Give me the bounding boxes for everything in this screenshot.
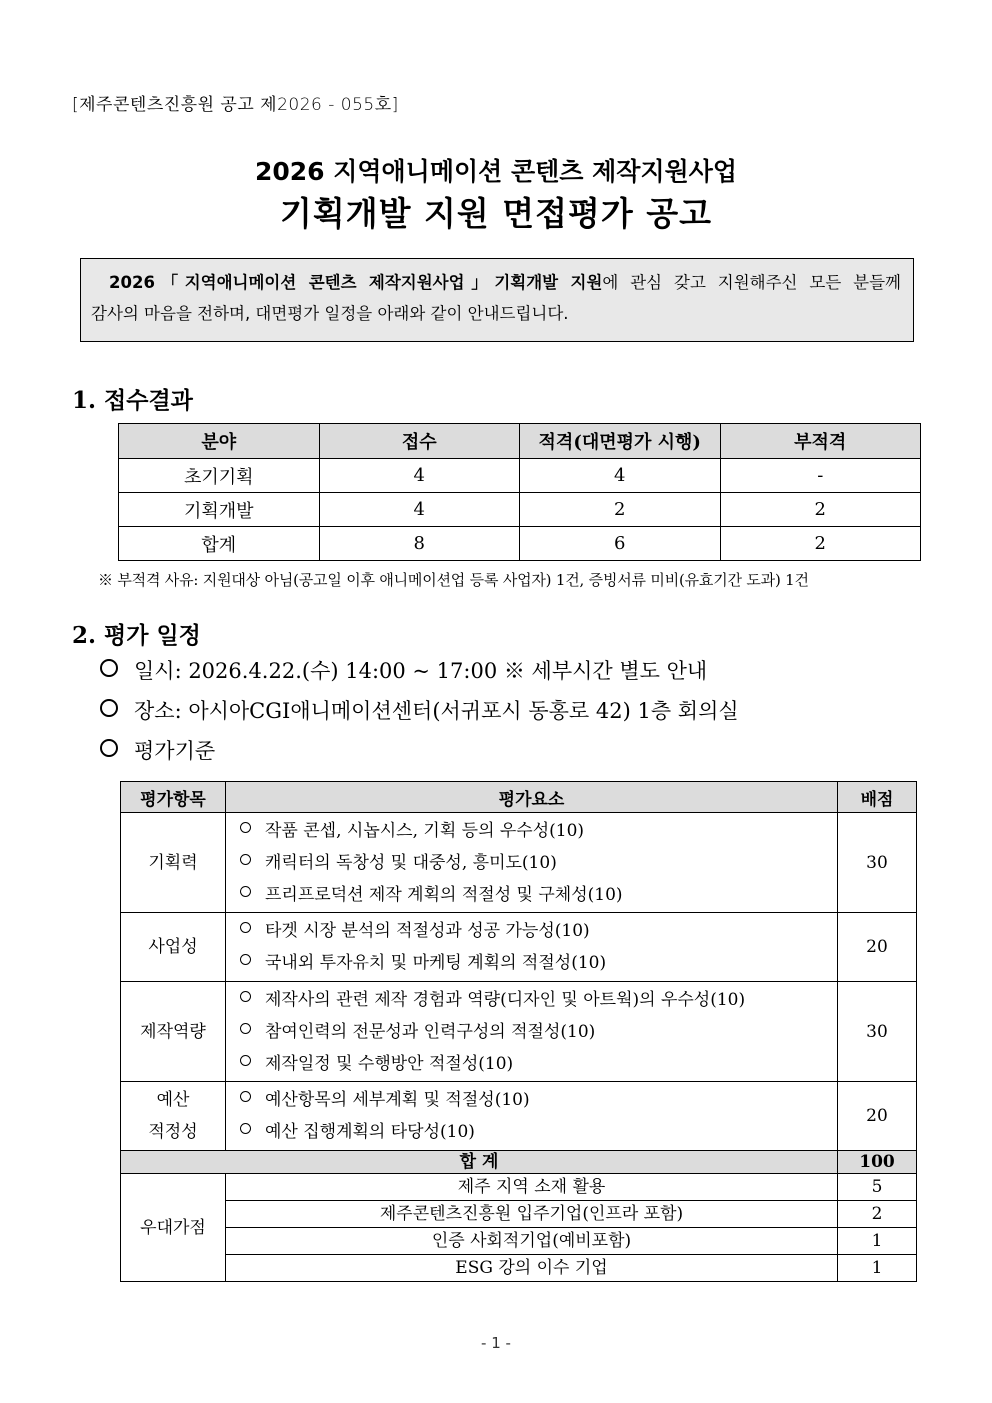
bonus-row — [121, 1201, 917, 1228]
bonus-score: 1 — [838, 1228, 917, 1255]
cell: 기획개발 — [119, 493, 320, 527]
list-item — [240, 815, 837, 847]
list-item — [240, 1048, 837, 1080]
cell: 8 — [319, 527, 520, 561]
cell: 4 — [520, 459, 721, 493]
small-circle-icon — [240, 854, 251, 865]
bonus-item: 제주콘텐츠진흥원 입주기업(인프라 포함) — [226, 1201, 838, 1228]
cell: 6 — [520, 527, 721, 561]
circle-bullet-icon — [100, 659, 118, 677]
intro-bold: 2026「지역애니메이션 콘텐츠 제작지원사업」기획개발 지원 — [109, 273, 603, 292]
header-received: 접수 — [319, 424, 520, 459]
item-text: 작품 콘셉, 시놉시스, 기획 등의 우수성(10) — [265, 820, 585, 841]
intro-line-2: 감사의 마음을 전하며, 대면평가 일정을 아래와 같이 안내드립니다. — [91, 304, 569, 323]
schedule-date — [100, 655, 707, 685]
small-circle-icon — [240, 886, 251, 897]
cell: 초기기획 — [119, 459, 320, 493]
schedule-location-text: 장소: 아시아CGI애니메이션센터(서귀포시 동홍로 42) 1층 회의실 — [134, 699, 739, 723]
total-row — [121, 1151, 917, 1174]
section-1-heading: 1. 접수결과 — [72, 387, 193, 414]
list-item — [240, 915, 837, 947]
intro-line-1 — [91, 267, 901, 298]
header-category: 평가항목 — [121, 782, 226, 813]
header-field: 분야 — [119, 424, 320, 459]
score-cell: 20 — [838, 913, 917, 982]
bonus-item: 인증 사회적기업(예비포함) — [226, 1228, 838, 1255]
cell: - — [720, 459, 921, 493]
table-header-row — [119, 424, 921, 459]
table-row — [121, 1082, 917, 1151]
header-eligible: 적격(대면평가 시행) — [520, 424, 721, 459]
elements-cell — [226, 813, 838, 913]
schedule-location — [100, 695, 739, 725]
small-circle-icon — [240, 1055, 251, 1066]
intro-box — [80, 258, 914, 342]
header-elements: 평가요소 — [226, 782, 838, 813]
category-cell: 사업성 — [121, 913, 226, 982]
bonus-item: ESG 강의 이수 기업 — [226, 1255, 838, 1282]
item-text: 국내외 투자유치 및 마케팅 계획의 적절성(10) — [265, 953, 607, 973]
list-item — [240, 1116, 837, 1148]
header-ineligible: 부적격 — [720, 424, 921, 459]
small-circle-icon — [240, 954, 251, 965]
category-line-2: 적정성 — [148, 1122, 198, 1142]
bonus-item: 제주 지역 소재 활용 — [226, 1174, 838, 1201]
cell: 4 — [319, 459, 520, 493]
title-line-1: 2026 지역애니메이션 콘텐츠 제작지원사업 — [254, 157, 738, 186]
schedule-date-text: 일시: 2026.4.22.(수) 14:00 ~ 17:00 ※ 세부시간 별도 안내 — [134, 659, 708, 683]
cell: 합계 — [119, 527, 320, 561]
evaluation-criteria-label — [100, 735, 215, 765]
cell: 2 — [520, 493, 721, 527]
list-item — [240, 1084, 837, 1116]
bonus-score: 1 — [838, 1255, 917, 1282]
table-row — [119, 493, 921, 527]
evaluation-criteria-text: 평가기준 — [134, 739, 216, 763]
small-circle-icon — [240, 1023, 251, 1034]
elements-cell — [226, 982, 838, 1082]
score-cell: 30 — [838, 813, 917, 913]
total-label: 합 계 — [121, 1151, 838, 1174]
table-row-total — [119, 527, 921, 561]
item-text: 캐릭터의 독창성 및 대중성, 흥미도(10) — [265, 852, 557, 873]
bonus-row — [121, 1255, 917, 1282]
title-line-2: 기획개발 지원 면접평가 공고 — [279, 194, 712, 233]
table-header-row — [121, 782, 917, 813]
category-cell — [121, 1082, 226, 1151]
category-cell: 제작역량 — [121, 982, 226, 1082]
item-text: 타겟 시장 분석의 적절성과 성공 가능성(10) — [265, 921, 590, 941]
category-cell: 기획력 — [121, 813, 226, 913]
page-number: - 1 - — [481, 1334, 511, 1352]
table-row — [119, 459, 921, 493]
category-line-1: 예산 — [156, 1090, 190, 1110]
announcement-number: [제주콘텐츠진흥원 공고 제2026 - 055호] — [72, 95, 399, 115]
receipt-results-table — [118, 423, 921, 561]
item-text: 제작일정 및 수행방안 적절성(10) — [265, 1053, 514, 1074]
list-item — [240, 984, 837, 1016]
circle-bullet-icon — [100, 739, 118, 757]
score-cell: 20 — [838, 1082, 917, 1151]
list-item — [240, 1016, 837, 1048]
cell: 2 — [720, 527, 921, 561]
item-text: 예산항목의 세부계획 및 적절성(10) — [265, 1090, 530, 1110]
item-text: 제작사의 관련 제작 경험과 역량(디자인 및 아트웍)의 우수성(10) — [265, 989, 746, 1010]
cell: 2 — [720, 493, 921, 527]
ineligibility-note: ※ 부적격 사유: 지원대상 아님(공고일 이후 애니메이션업 등록 사업자) 1건, 증빙서류 미비(유효기간 도과) 1건 — [98, 571, 809, 589]
item-text: 프리프로덕션 제작 계획의 적절성 및 구체성(10) — [265, 884, 623, 905]
circle-bullet-icon — [100, 699, 118, 717]
section-2-heading: 2. 평가 일정 — [72, 622, 201, 649]
bonus-score: 5 — [838, 1174, 917, 1201]
table-row — [121, 913, 917, 982]
bonus-row — [121, 1174, 917, 1201]
score-cell: 30 — [838, 982, 917, 1082]
bonus-row — [121, 1228, 917, 1255]
small-circle-icon — [240, 1091, 251, 1102]
list-item — [240, 879, 837, 911]
total-score: 100 — [838, 1151, 917, 1174]
cell: 4 — [319, 493, 520, 527]
bonus-category: 우대가점 — [121, 1174, 226, 1282]
table-row — [121, 813, 917, 913]
bonus-score: 2 — [838, 1201, 917, 1228]
evaluation-criteria-table — [120, 781, 917, 1282]
small-circle-icon — [240, 991, 251, 1002]
small-circle-icon — [240, 822, 251, 833]
elements-cell — [226, 1082, 838, 1151]
header-score: 배점 — [838, 782, 917, 813]
elements-cell — [226, 913, 838, 982]
intro-rest: 에 관심 갖고 지원해주신 모든 분들께 — [602, 273, 901, 292]
table-row — [121, 982, 917, 1082]
list-item — [240, 847, 837, 879]
small-circle-icon — [240, 922, 251, 933]
small-circle-icon — [240, 1123, 251, 1134]
list-item — [240, 947, 837, 979]
item-text: 예산 집행계획의 타당성(10) — [265, 1122, 475, 1142]
item-text: 참여인력의 전문성과 인력구성의 적절성(10) — [265, 1021, 596, 1042]
